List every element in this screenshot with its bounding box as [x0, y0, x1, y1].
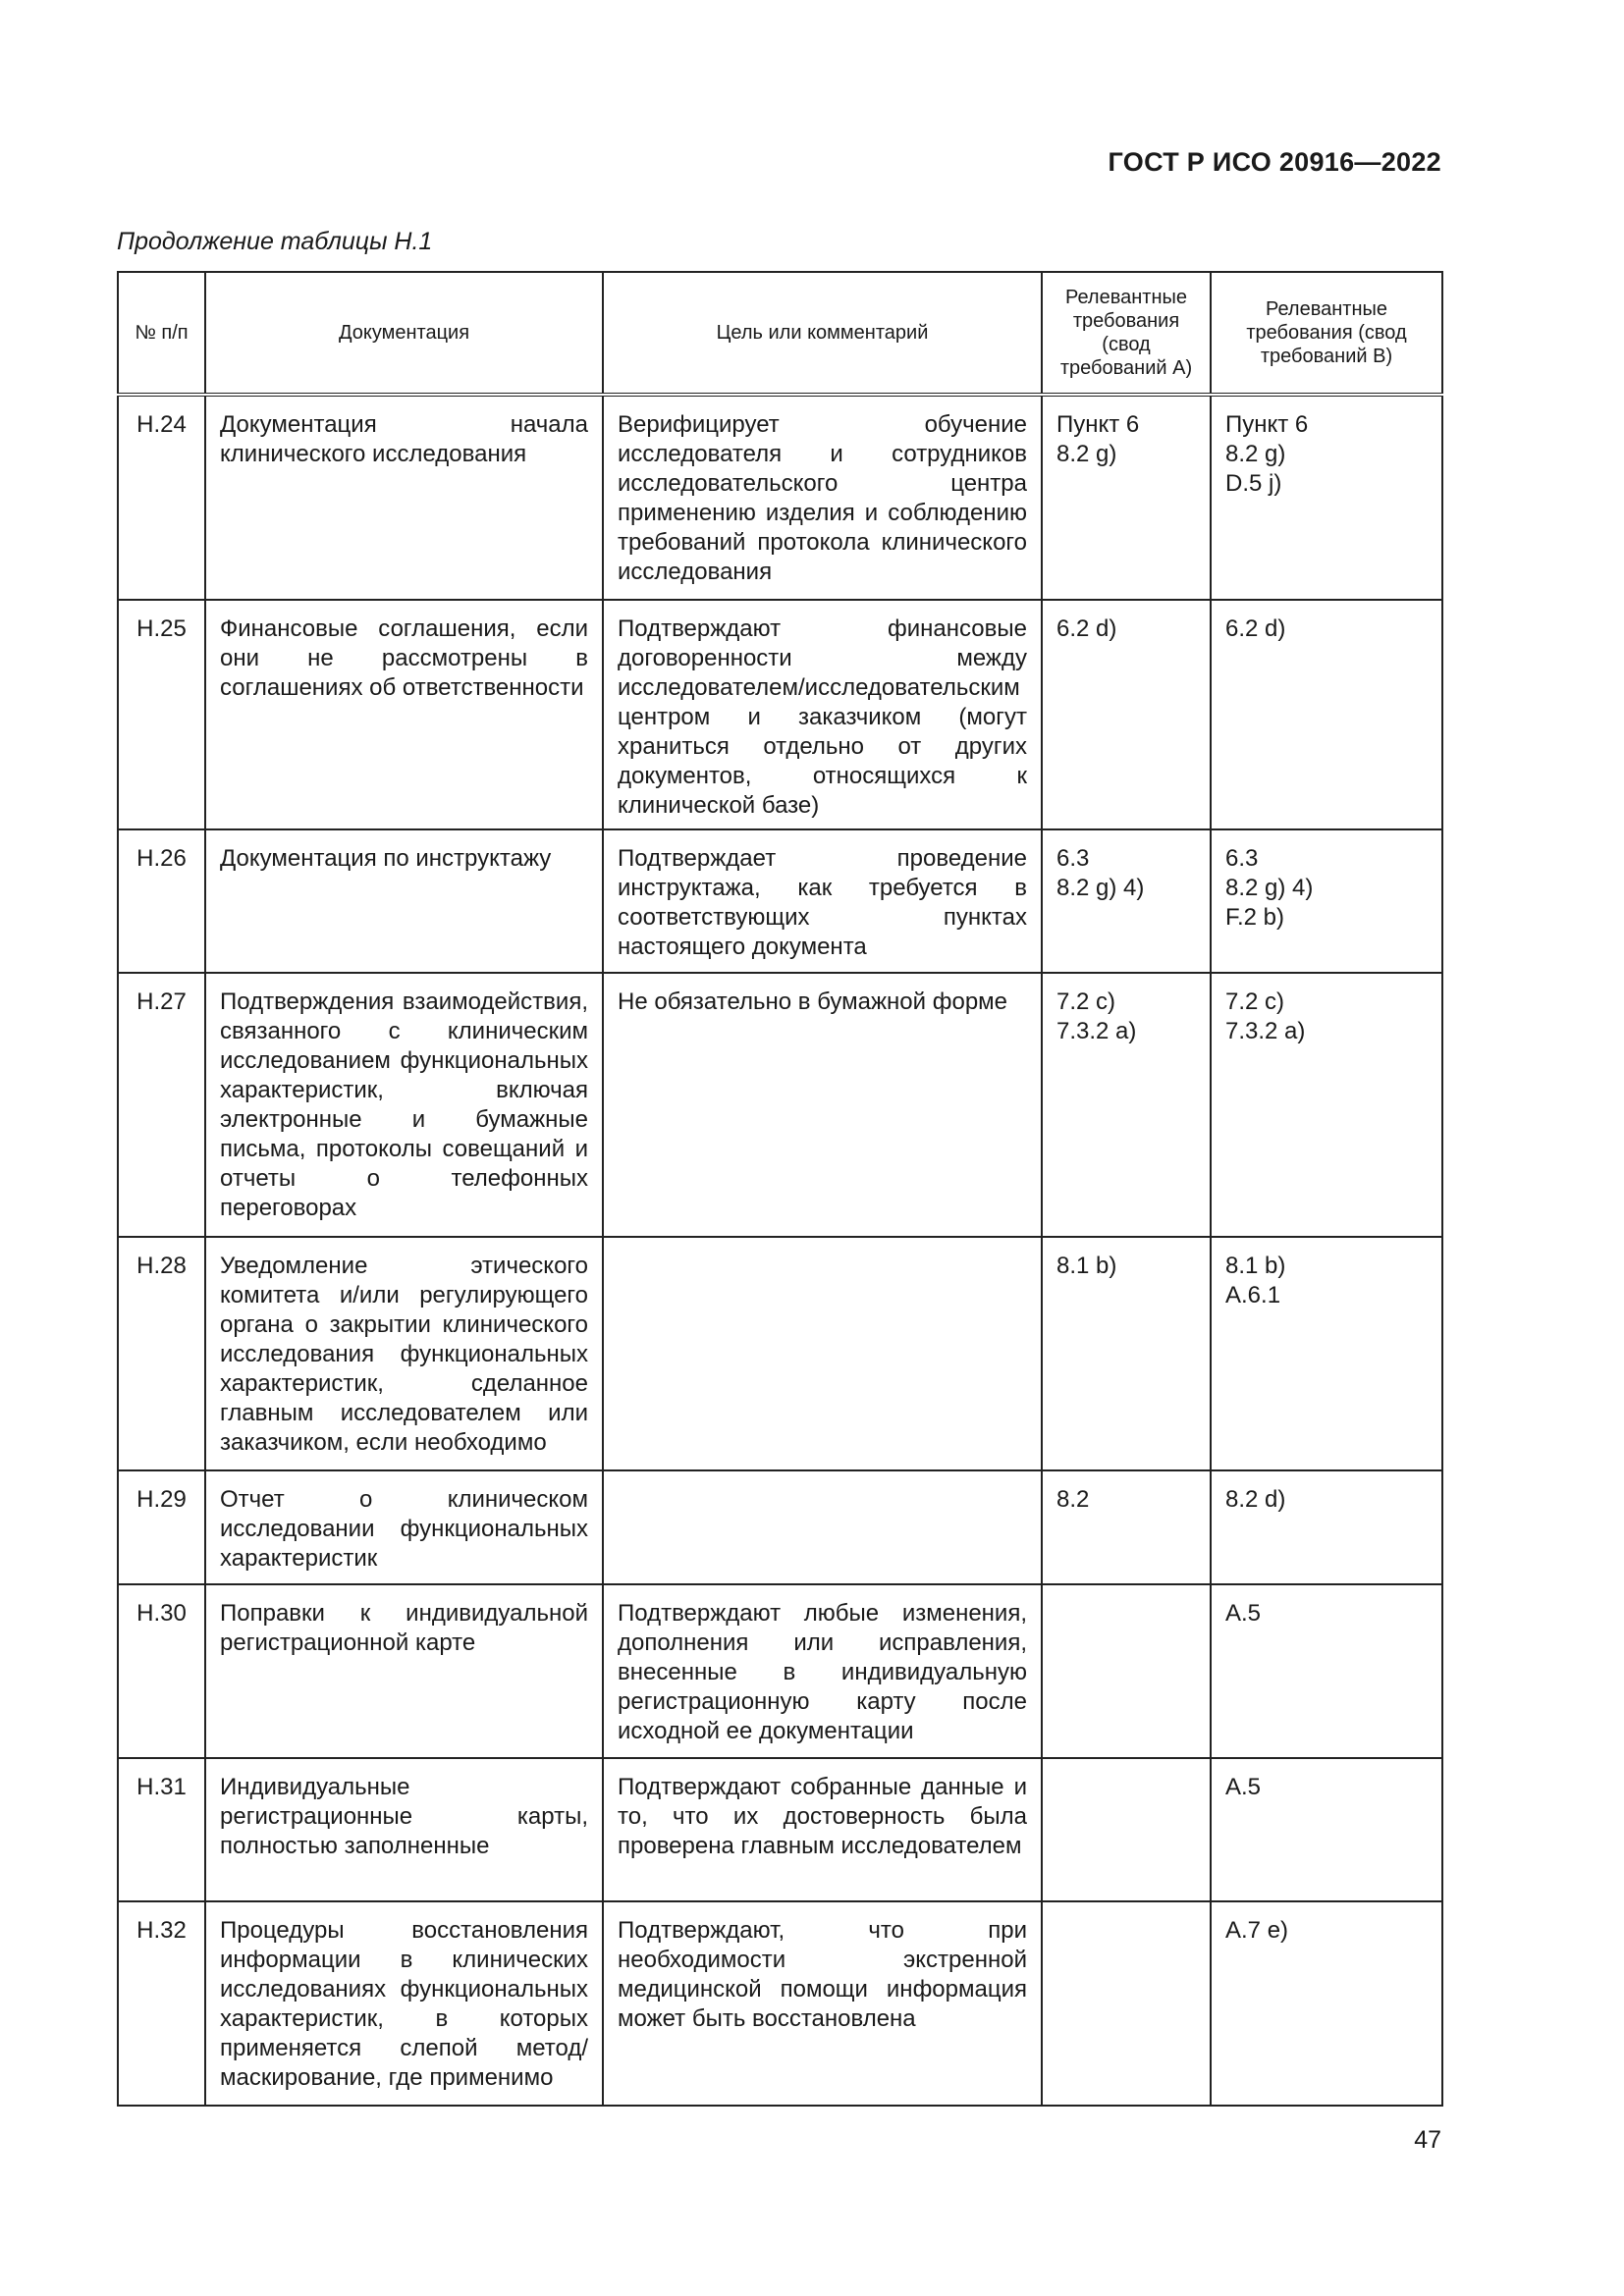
- table-body: [118, 395, 1442, 2106]
- page-number: 47: [1414, 2126, 1441, 2154]
- requirements-a-cell: [1042, 395, 1211, 600]
- column-header-requirements-b: Релевантные требования (свод требований В): [1211, 272, 1442, 395]
- requirements-a-cell: [1042, 1584, 1211, 1758]
- documentation-cell: Уведомление этического комитета и/или регулирующего органа о закрытии клинического исследования функциональных характеристик, сделанное главным исследователем или заказчиком, если необходимо: [205, 1237, 603, 1470]
- requirements-b-cell: [1211, 600, 1442, 829]
- row-number-cell: Н.27: [118, 973, 205, 1237]
- requirement-reference: 8.2 g): [1056, 441, 1117, 467]
- table-caption: Продолжение таблицы Н.1: [117, 228, 433, 255]
- purpose-cell: [603, 1470, 1042, 1584]
- requirements-a-cell: [1042, 1237, 1211, 1470]
- documentation-cell: Документация по инструктажу: [205, 829, 603, 973]
- requirements-a-cell: [1042, 600, 1211, 829]
- requirement-reference: 8.2 g) 4): [1056, 875, 1145, 901]
- requirements-a-cell: [1042, 1758, 1211, 1901]
- column-header-documentation: Документация: [205, 272, 603, 395]
- requirement-reference: А.5: [1225, 1600, 1262, 1627]
- row-number-cell: Н.24: [118, 395, 205, 600]
- documentation-cell: Процедуры восстановления информации в клинических исследованиях функциональных характеристик, в которых применяется слепой метод/маскирование, где применимо: [205, 1901, 603, 2106]
- requirement-reference: 8.1 b): [1056, 1253, 1117, 1279]
- requirements-b-cell: [1211, 1901, 1442, 2106]
- table-row: [118, 395, 1442, 600]
- requirements-a-cell: [1042, 1470, 1211, 1584]
- row-number-cell: Н.29: [118, 1470, 205, 1584]
- requirement-reference: 8.2 d): [1225, 1486, 1286, 1513]
- column-header-num: № п/п: [118, 272, 205, 395]
- requirements-a-cell: [1042, 829, 1211, 973]
- table-row: [118, 1758, 1442, 1901]
- requirement-reference: 6.2 d): [1225, 615, 1286, 642]
- purpose-cell: Верифицирует обучение исследователя и сотрудников исследовательского центра применению изделия и соблюдению требований протокола клинического исследования: [603, 395, 1042, 600]
- row-number-cell: Н.26: [118, 829, 205, 973]
- table-row: [118, 600, 1442, 829]
- table-row: [118, 1901, 1442, 2106]
- requirements-b-cell: [1211, 829, 1442, 973]
- row-number-cell: Н.31: [118, 1758, 205, 1901]
- requirement-reference: 8.2 g) 4): [1225, 875, 1314, 901]
- requirement-reference: 6.3: [1225, 845, 1259, 872]
- requirements-b-cell: [1211, 1758, 1442, 1901]
- requirements-b-cell: [1211, 1584, 1442, 1758]
- requirement-reference: 8.1 b): [1225, 1253, 1286, 1279]
- purpose-cell: Подтверждают любые изменения, дополнения или исправления, внесенные в индивидуальную регистрационную карту после исходной ее документации: [603, 1584, 1042, 1758]
- row-number-cell: Н.32: [118, 1901, 205, 2106]
- table-row: [118, 973, 1442, 1237]
- requirement-reference: Пункт 6: [1225, 411, 1309, 438]
- column-header-purpose: Цель или комментарий: [603, 272, 1042, 395]
- requirements-a-cell: [1042, 1901, 1211, 2106]
- purpose-cell: Подтверждают собранные данные и то, что их достоверность была проверена главным исследователем: [603, 1758, 1042, 1901]
- table-row: [118, 1470, 1442, 1584]
- table-row: [118, 829, 1442, 973]
- requirement-reference: 8.2 g): [1225, 441, 1286, 467]
- requirement-reference: 8.2: [1056, 1486, 1090, 1513]
- requirement-reference: Пункт 6: [1056, 411, 1140, 438]
- purpose-cell: Не обязательно в бумажной форме: [603, 973, 1042, 1237]
- purpose-cell: Подтверждают финансовые договоренности между исследователем/исследовательским центром и заказчиком (могут храниться отдельно от других документов, относящихся к клинической базе): [603, 600, 1042, 829]
- requirement-reference: 6.2 d): [1056, 615, 1117, 642]
- row-number-cell: Н.25: [118, 600, 205, 829]
- purpose-cell: Подтверждают, что при необходимости экстренной медицинской помощи информация может быть восстановлена: [603, 1901, 1042, 2106]
- documentation-cell: Подтверждения взаимодействия, связанного с клиническим исследованием функциональных характеристик, включая электронные и бумажные письма, протоколы совещаний и отчеты о телефонных переговорах: [205, 973, 603, 1237]
- table-row: [118, 1237, 1442, 1470]
- requirements-a-cell: [1042, 973, 1211, 1237]
- purpose-cell: Подтверждает проведение инструктажа, как требуется в соответствующих пунктах настоящего документа: [603, 829, 1042, 973]
- requirement-reference: 7.2 с): [1056, 988, 1116, 1015]
- requirements-b-cell: [1211, 973, 1442, 1237]
- table-header: [118, 272, 1442, 395]
- requirement-reference: F.2 b): [1225, 904, 1285, 931]
- documentation-cell: Финансовые соглашения, если они не рассмотрены в соглашениях об ответственности: [205, 600, 603, 829]
- documentation-cell: Отчет о клиническом исследовании функциональных характеристик: [205, 1470, 603, 1584]
- requirement-reference: 7.3.2 а): [1225, 1018, 1306, 1044]
- requirement-reference: 7.3.2 а): [1056, 1018, 1137, 1044]
- requirement-reference: А.7 е): [1225, 1917, 1289, 1944]
- documentation-cell: Документация начала клинического исследования: [205, 395, 603, 600]
- requirement-reference: 6.3: [1056, 845, 1090, 872]
- documentation-cell: Поправки к индивидуальной регистрационной карте: [205, 1584, 603, 1758]
- table-row: [118, 1584, 1442, 1758]
- column-header-requirements-a: Релевантные требования (свод требований А): [1042, 272, 1211, 395]
- row-number-cell: Н.28: [118, 1237, 205, 1470]
- requirement-reference: 7.2 с): [1225, 988, 1285, 1015]
- requirement-reference: D.5 j): [1225, 470, 1282, 497]
- purpose-cell: [603, 1237, 1042, 1470]
- requirements-b-cell: [1211, 1237, 1442, 1470]
- row-number-cell: Н.30: [118, 1584, 205, 1758]
- requirements-table: [117, 271, 1443, 2107]
- document-standard-header: ГОСТ Р ИСО 20916—2022: [1108, 147, 1441, 177]
- requirements-b-cell: [1211, 395, 1442, 600]
- documentation-cell: Индивидуальные регистрационные карты, полностью заполненные: [205, 1758, 603, 1901]
- requirements-table-container: [117, 271, 1441, 2107]
- requirements-b-cell: [1211, 1470, 1442, 1584]
- requirement-reference: А.6.1: [1225, 1282, 1281, 1308]
- requirement-reference: А.5: [1225, 1774, 1262, 1800]
